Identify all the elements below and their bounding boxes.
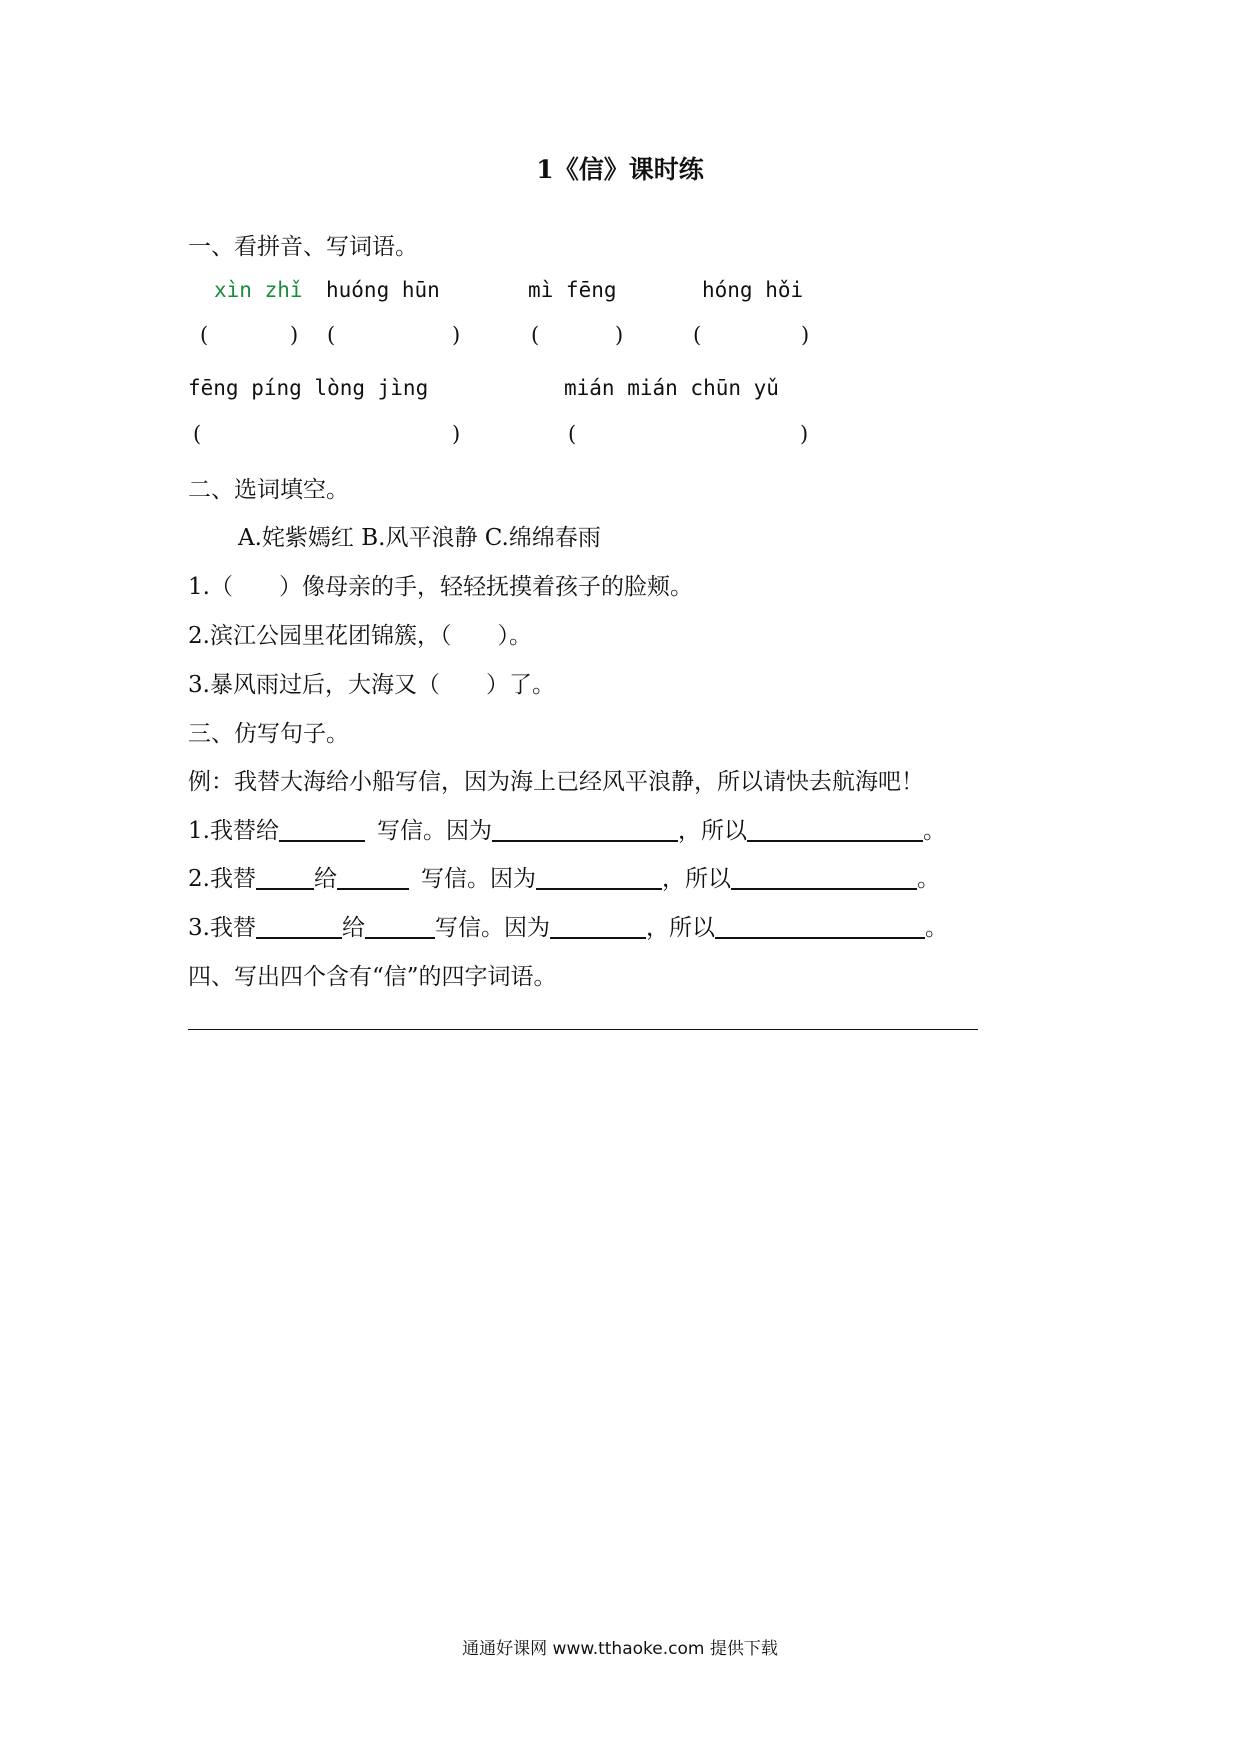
- answer-blank: [536, 866, 662, 890]
- page-title: 1《信》课时练: [536, 155, 704, 184]
- pinyin-6: mián mián chūn yǔ: [564, 376, 779, 400]
- fill-question-2: 2.滨江公园里花团锦簇，（ ）。: [188, 623, 532, 649]
- answer-paren: (: [327, 323, 336, 347]
- pinyin-5: fēng píng lòng jìng: [188, 376, 429, 400]
- answer-blank: [550, 915, 646, 939]
- answer-line: [188, 1029, 978, 1030]
- answer-paren: (: [531, 323, 540, 347]
- section-four-heading: 四、写出四个含有“信”的四字词语。: [188, 964, 557, 990]
- pinyin-2: huóng hūn: [326, 278, 440, 302]
- answer-paren: (: [568, 422, 577, 446]
- answer-blank: [337, 866, 409, 890]
- answer-blank: [256, 866, 314, 890]
- footer: 通通好课网 www.tthaoke.com 提供下载: [462, 1639, 778, 1659]
- answer-paren: ): [800, 422, 809, 446]
- answer-blank: [731, 866, 917, 890]
- example-sentence: 例：我替大海给小船写信，因为海上已经风平浪静，所以请快去航海吧！: [188, 769, 924, 795]
- imitation-sentence-1: 1.我替给 写信。因为 ，所以 。: [188, 818, 946, 844]
- answer-blank: [715, 915, 925, 939]
- pinyin-4: hóng hǒi: [702, 278, 804, 302]
- imitation-sentence-2: 2.我替 给 写信。因为 ，所以 。: [188, 866, 940, 892]
- answer-blank: [492, 818, 678, 842]
- word-options: A.姹紫嫣红 B.风平浪静 C.绵绵春雨: [238, 525, 601, 551]
- answer-paren: ): [452, 323, 461, 347]
- answer-blank: [365, 915, 435, 939]
- section-one-heading: 一、看拼音、写词语。: [188, 234, 418, 260]
- answer-blank: [279, 818, 365, 842]
- answer-paren: ): [801, 323, 810, 347]
- answer-paren: ): [290, 323, 299, 347]
- answer-paren: (: [693, 323, 702, 347]
- answer-paren: ): [615, 323, 624, 347]
- fill-question-3: 3.暴风雨过后，大海又（ ）了。: [188, 672, 555, 698]
- section-two-heading: 二、选词填空。: [188, 477, 349, 503]
- imitation-sentence-3: 3.我替 给 写信。因为 ，所以 。: [188, 915, 948, 941]
- answer-paren: (: [200, 323, 209, 347]
- fill-question-1: 1.（ ）像母亲的手，轻轻抚摸着孩子的脸颊。: [188, 574, 693, 600]
- pinyin-1: xìn zhǐ: [214, 278, 303, 302]
- answer-paren: ): [452, 422, 461, 446]
- answer-blank: [747, 818, 923, 842]
- answer-paren: (: [193, 422, 202, 446]
- answer-blank: [256, 915, 342, 939]
- section-three-heading: 三、仿写句子。: [188, 721, 349, 747]
- pinyin-3: mì fēng: [528, 278, 617, 302]
